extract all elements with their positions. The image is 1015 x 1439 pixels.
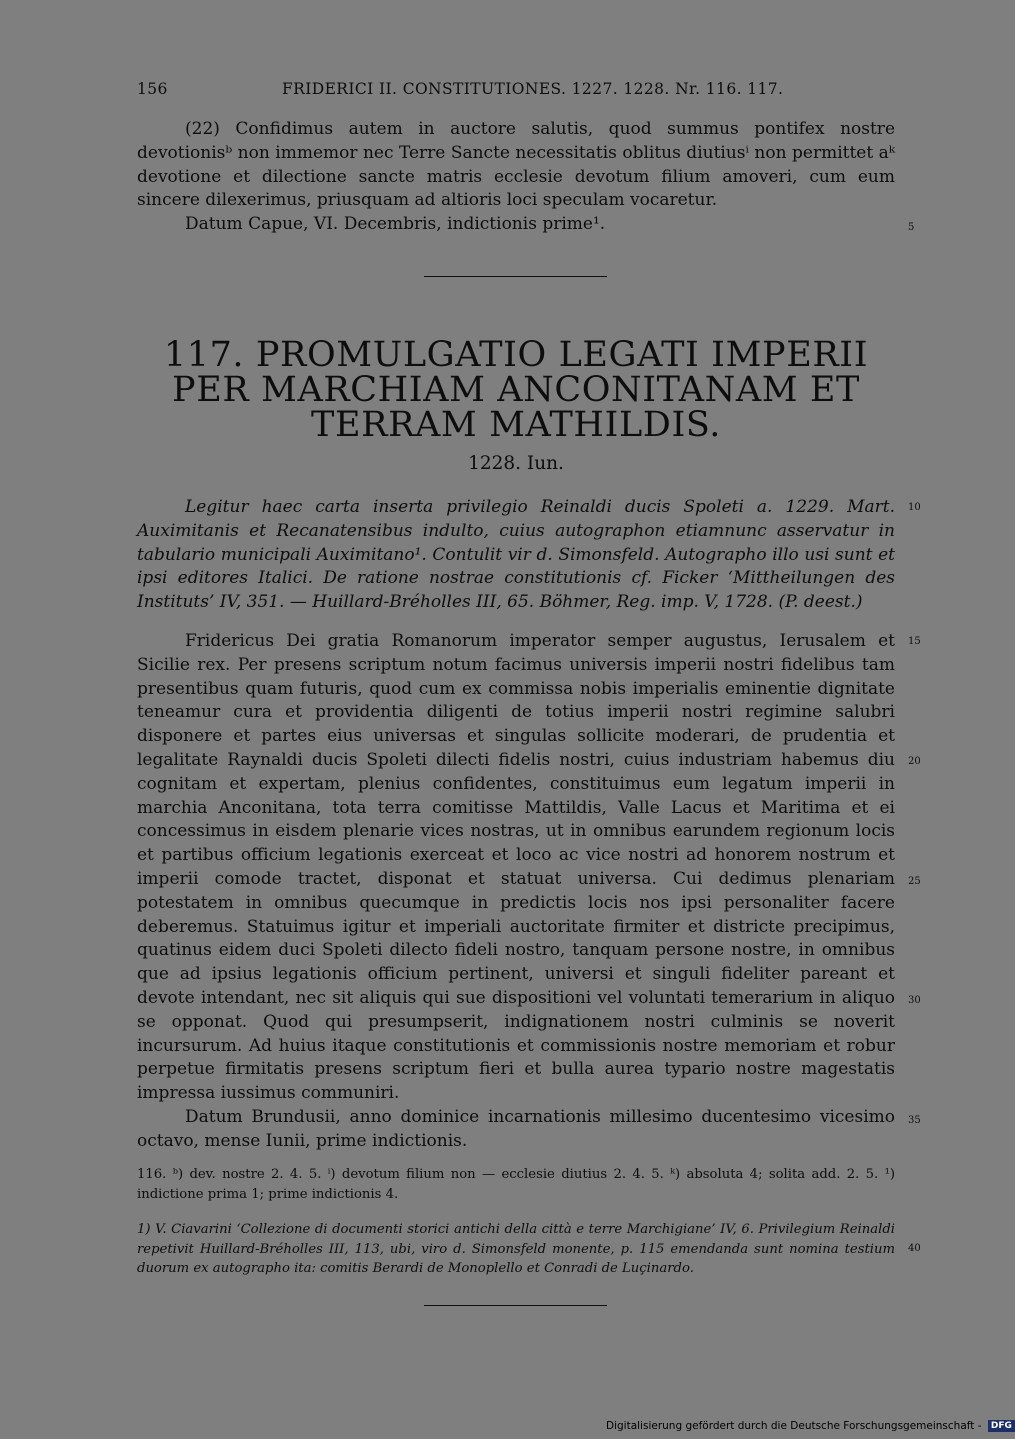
previous-document-text xyxy=(137,118,895,237)
line-number: 5 xyxy=(908,222,915,233)
running-header xyxy=(137,80,889,104)
section-divider xyxy=(424,276,607,277)
section-title: 117. PROMULGATIO LEGATI IMPERII PER MARCHIAM ANCONITANAM ET TERRAM MATHILDIS. xyxy=(163,335,869,445)
variant-notes xyxy=(137,1165,895,1204)
editorial-introduction xyxy=(137,496,895,615)
datum-brundusii: Datum Brundusii, anno dominice incarnationis millesimo ducentesimo vicesimo octavo, mense Iunii, prime indictionis. xyxy=(137,1106,895,1151)
variant-note-text: 116. ᵇ) dev. nostre 2. 4. 5. ⁱ) devotum filium non — ecclesie diutius 2. 4. 5. ᵏ) absoluta 4; solita add. 2. 5. ¹) indictione prima 1; prime indictionis 4. xyxy=(137,1167,895,1202)
digitization-credit xyxy=(606,1420,1015,1432)
line-number: 25 xyxy=(908,876,921,887)
paragraph-22: (22) Confidimus autem in auctore salutis, quod summus pontifex nostre devotionisᵇ non immemor nec Terre Sancte necessitatis oblitus diutiusⁱ non permittet aᵏ devotione et dilectione sancte matris ecclesie devotum filium amoveri, cum eum sincere dilexerimus, priusquam ad altioris loci speculam vocaretur. xyxy=(137,119,895,211)
section-date: 1228. Iun. xyxy=(468,453,564,474)
datum-capue: Datum Capue, VI. Decembris, indictionis prime¹. xyxy=(185,214,606,235)
line-number: 10 xyxy=(908,502,921,513)
line-number: 20 xyxy=(908,756,921,767)
line-number: 40 xyxy=(908,1243,921,1254)
charter-text xyxy=(137,630,895,1154)
footnote-1: 1) V. Ciavarini ‘Collezione di documenti storici antichi della città e terre Marchigiane’ IV, 6. Privilegium Reinaldi repetivit Huillard-Bréholles III, 113, ubi, viro d. Simonsfeld monente, p. 115 emendanda sunt nomina testium duorum ex autographo ita: comitis Berardi de Monoplello et Conradi de Luçinardo. xyxy=(137,1222,895,1276)
running-title: FRIDERICI II. CONSTITUTIONES. 1227. 1228. Nr. 116. 117. xyxy=(282,80,784,98)
intro-paragraph: Legitur haec carta inserta privilegio Reinaldi ducis Spoleti a. 1229. Mart. Auximitanis et Recanatensibus indulto, cuius autographon etiamnunc asservatur in tabulario municipali Auximitano¹. Contulit vir d. Simonsfeld. Autographo illo usi sunt et ipsi editores Italici. De ratione nostrae constitutionis cf. Ficker ‘Mittheilungen des Instituts’ IV, 351. — Huillard-Bréholles III, 65. Böhmer, Reg. imp. V, 1728. (P. deest.) xyxy=(137,497,895,613)
footnotes xyxy=(137,1220,895,1279)
line-number: 35 xyxy=(908,1115,921,1126)
line-number: 15 xyxy=(908,636,921,647)
page-number: 156 xyxy=(137,80,168,98)
footer-divider xyxy=(424,1305,607,1306)
dfg-logo[interactable]: DFG xyxy=(988,1420,1015,1432)
charter-paragraph: Fridericus Dei gratia Romanorum imperator semper augustus, Ierusalem et Sicilie rex. Per presens scriptum notum facimus universis imperii nostri fidelibus tam presentibus quam futuris, quod cum ex commissa nobis imperialis eminentie dignitate teneamur cura et providentia diligenti de totius imperii nostri regimine salubri disponere et partes eius universas et singulas sollicite moderari, de prudentia et legalitate Raynaldi ducis Spoleti dilecti fidelis nostri, cuius industriam habemus diu cognitam et expertam, plenius confidentes, constituimus eum legatum imperii in marchia Anconitana, tota terra comitisse Mattildis, Valle Lacus et Maritima et ei concessimus in eisdem plenarie vices nostras, ut in omnibus earundem regionum locis et partibus officium legationis exerceat et loco ac vice nostri ad honorem nostrum et imperii comode tractet, disponat et statuat universa. Cui dedimus plenariam potestatem in omnibus quecumque in predictis locis nos ipsi personaliter facere deberemus. Statuimus igitur et imperiali auctoritate firmiter et districte precipimus, quatinus eidem duci Spoleti dilecto fideli nostro, tanquam persone nostre, in omnibus que ad ipsius legationis officium pertinent, universi et singuli fideliter pareant et devote intendant, nec sit aliquis qui sue dispositioni vel voluntati temerarium in aliquo se opponat. Quod qui presumpserit, indignationem nostri culminis se noverit incursurum. Ad huius itaque constitutionis et commissionis nostre memoriam et robur perpetue firmitatis presens scriptum fieri et bulla aurea typario nostre magestatis impressa iussimus communiri. xyxy=(137,631,895,1104)
credit-text: Digitalisierung gefördert durch die Deutsche Forschungsgemeinschaft - xyxy=(606,1420,982,1432)
line-number: 30 xyxy=(908,995,921,1006)
